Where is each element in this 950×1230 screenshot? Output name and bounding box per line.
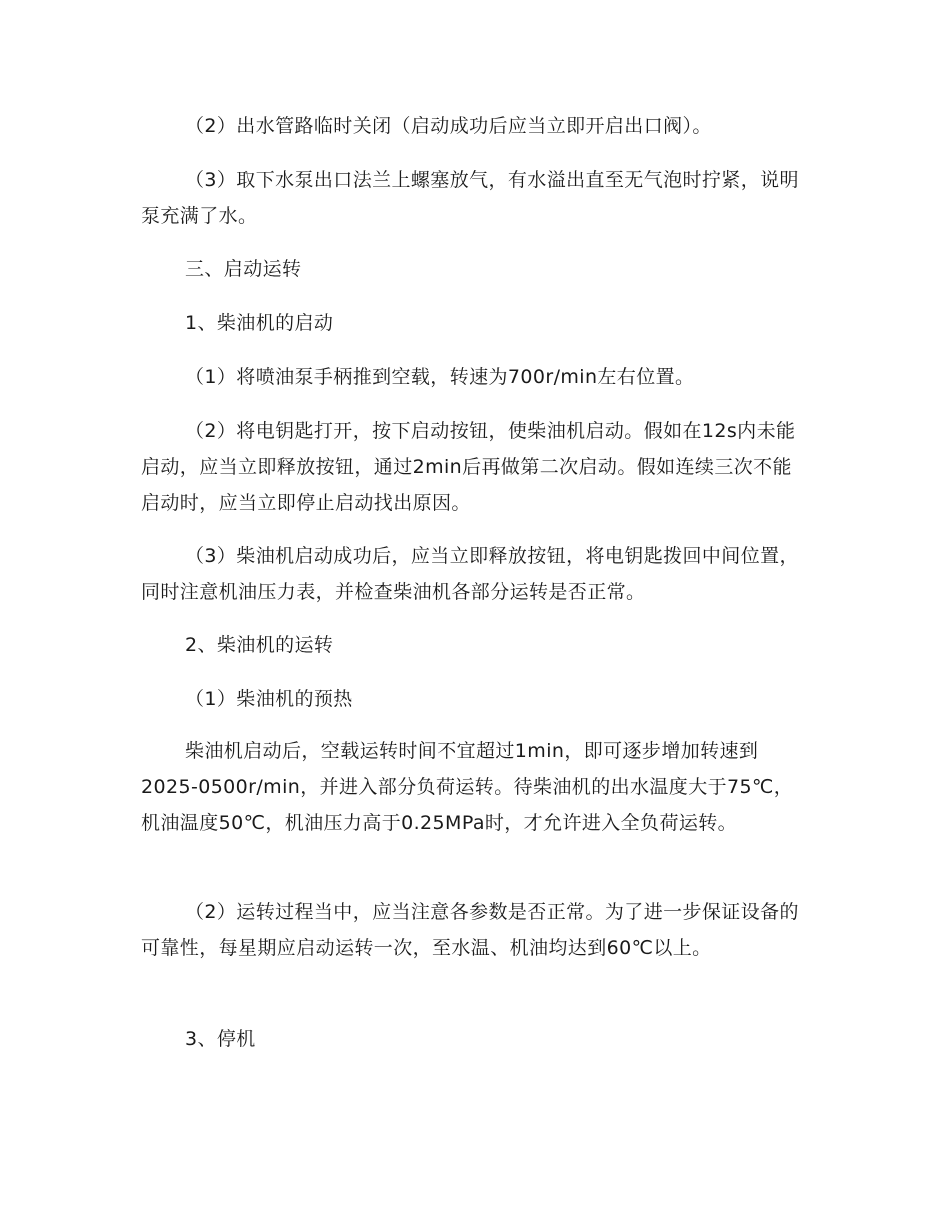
subheading-shutdown: 3、停机 bbox=[185, 1028, 256, 1050]
paragraph-electric-key-start: （2）将电钥匙打开，按下启动按钮，使柴油机启动。假如在12s内未能启动，应当立即释放按钮，通过2min后再做第二次启动。假如连续三次不能启动时，应当立即停止启动找出原因。 bbox=[141, 420, 796, 514]
paragraph-fuel-pump-handle: （1）将喷油泵手柄推到空载，转速为700r/min左右位置。 bbox=[185, 366, 695, 388]
paragraph-preheating-details: 柴油机启动后，空载运转时间不宜超过1min，即可逐步增加转速到2025-0500r/min，并进入部分负荷运转。待柴油机的出水温度大于75℃，机油温度50℃，机油压力高于0.25MPa时，才允许进入全负荷运转。 bbox=[141, 740, 794, 834]
subheading-preheating: （1）柴油机的预热 bbox=[185, 688, 353, 710]
paragraph-vent-air: （3）取下水泵出口法兰上螺塞放气，有水溢出直至无气泡时拧紧，说明泵充满了水。 bbox=[141, 169, 799, 227]
subheading-diesel-startup: 1、柴油机的启动 bbox=[185, 312, 334, 334]
paragraph-after-start-success: （3）柴油机启动成功后，应当立即释放按钮，将电钥匙拨回中间位置，同时注意机油压力表，并检查柴油机各部分运转是否正常。 bbox=[141, 545, 799, 603]
paragraph-outlet-pipe-closing: （2）出水管路临时关闭（启动成功后应当立即开启出口阀）。 bbox=[185, 115, 712, 137]
subheading-diesel-operation: 2、柴油机的运转 bbox=[185, 634, 334, 656]
paragraph-operation-parameters: （2）运转过程当中，应当注意各参数是否正常。为了进一步保证设备的可靠性，每星期应启动运转一次，至水温、机油均达到60℃以上。 bbox=[141, 901, 799, 959]
section-heading-startup-operation: 三、启动运转 bbox=[185, 258, 302, 280]
